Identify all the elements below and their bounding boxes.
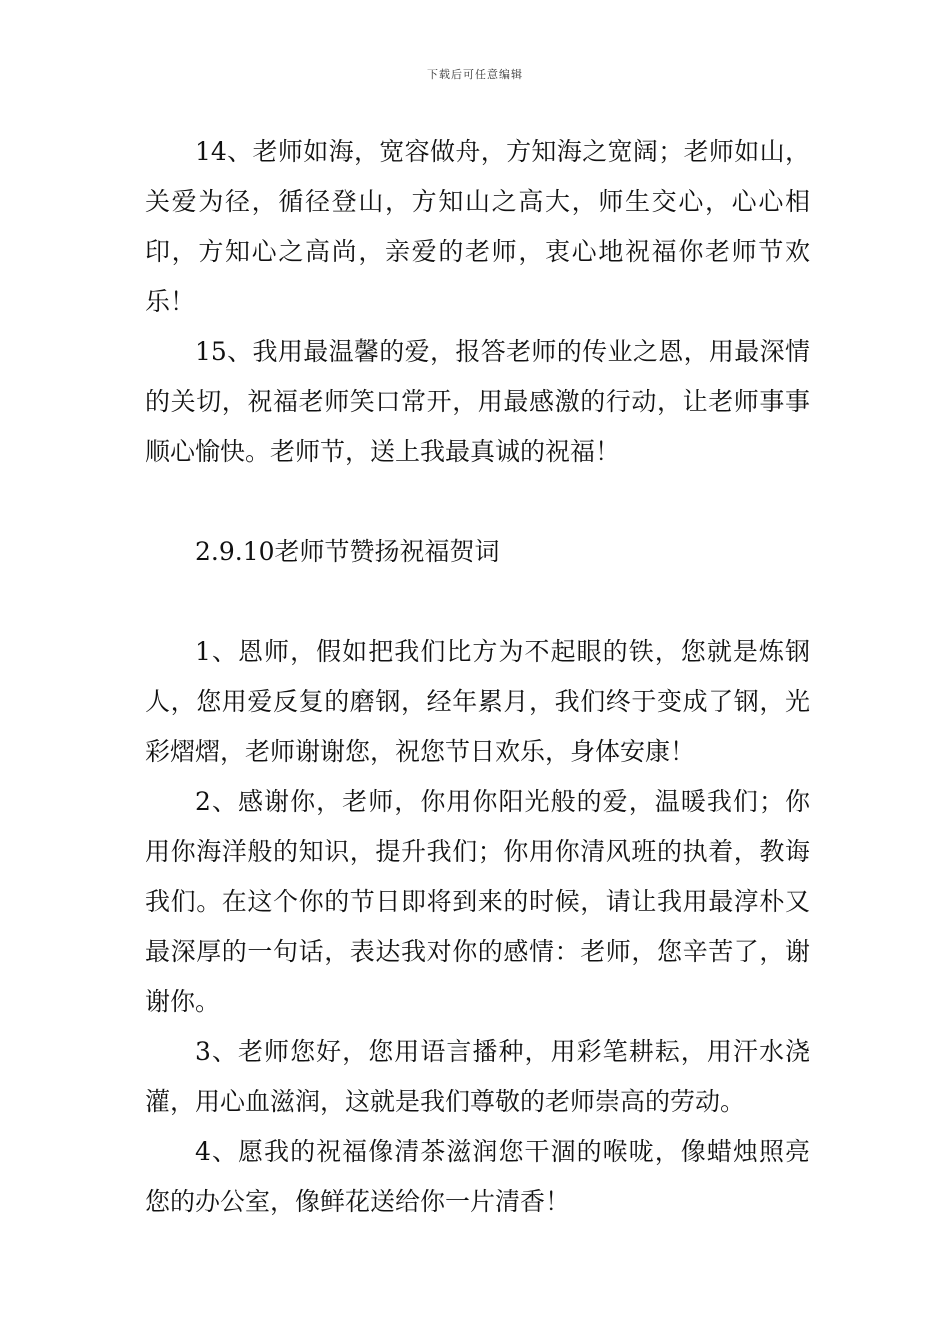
blank-line [145,577,810,627]
paragraph-15: 15、我用最温馨的爱，报答老师的传业之恩，用最深情的关切，祝福老师笑口常开，用最感激的行动，让老师事事顺心愉快。老师节，送上我最真诚的祝福！ [145,337,810,466]
paragraph-4: 4、愿我的祝福像清茶滋润您干涸的喉咙，像蜡烛照亮您的办公室，像鲜花送给你一片清香！ [145,1137,810,1216]
paragraph-1: 1、恩师，假如把我们比方为不起眼的铁，您就是炼钢人，您用爱反复的磨钢，经年累月，我们终于变成了钢，光彩熠熠，老师谢谢您，祝您节日欢乐，身体安康！ [145,637,810,766]
paragraph-3: 3、老师您好，您用语言播种，用彩笔耕耘，用汗水浇灌，用心血滋润，这就是我们尊敬的老师崇高的劳动。 [145,1037,810,1116]
document-body [145,127,810,1227]
blank-line [145,477,810,527]
page-header: 下载后可任意编辑 [427,68,523,81]
paragraph-14: 14、老师如海，宽容做舟，方知海之宽阔；老师如山，关爱为径，循径登山，方知山之高大，师生交心，心心相印，方知心之高尚，亲爱的老师，衷心地祝福你老师节欢乐！ [145,137,810,316]
paragraph-2: 2、感谢你，老师，你用你阳光般的爱，温暖我们；你用你海洋般的知识，提升我们；你用你清风班的执着，教诲我们。在这个你的节日即将到来的时候，请让我用最淳朴又最深厚的一句话，表达我对你的感情：老师，您辛苦了，谢谢你。 [145,787,810,1016]
section-heading: 2.9.10老师节赞扬祝福贺词 [195,537,500,566]
